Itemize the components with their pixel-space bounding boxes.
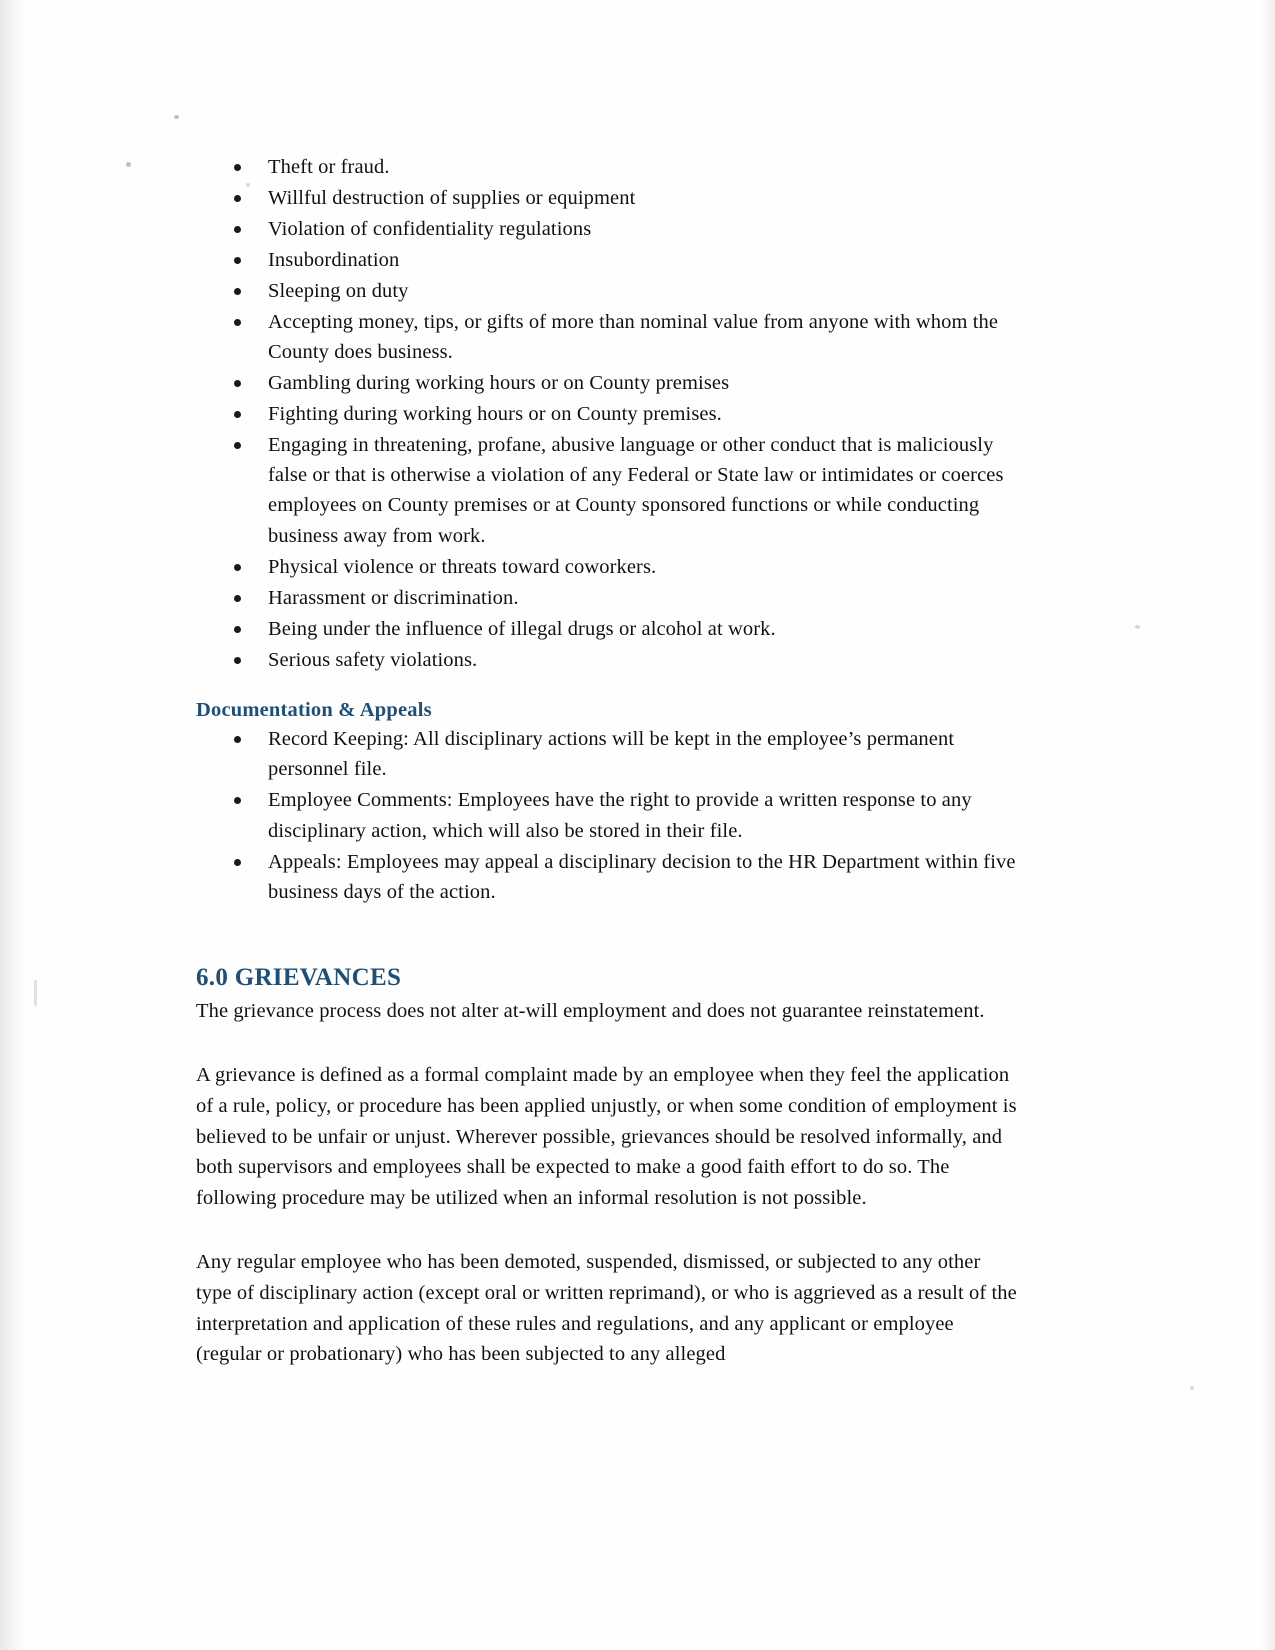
list-item-text: Violation of confidentiality regulations [268, 217, 592, 240]
list-item [196, 645, 1018, 675]
bullet-dot-icon [234, 595, 241, 602]
list-item [196, 430, 1018, 552]
bullet-dot-icon [234, 626, 241, 633]
bullet-dot-icon [234, 288, 241, 295]
list-item [196, 614, 1018, 644]
grievances-paragraph: Any regular employee who has been demoted, suspended, dismissed, or subjected to any other type of disciplinary action (except oral or written reprimand), or who is aggrieved as a result of the interpretation and application of these rules and regulations, and any applicant or employee (regular or probationary) who has been subjected to any alleged [196, 1251, 1017, 1366]
bullet-dot-icon [234, 797, 241, 804]
bullet-dot-icon [234, 380, 241, 387]
list-item [196, 276, 1018, 306]
section-spacer [196, 908, 1018, 964]
list-item [196, 724, 1018, 785]
list-item [196, 307, 1018, 368]
list-item-text: Accepting money, tips, or gifts of more than nominal value from anyone with whom the County does business. [268, 310, 999, 363]
list-item-text: Sleeping on duty [268, 279, 409, 302]
bullet-dot-icon [234, 319, 241, 326]
list-item [196, 399, 1018, 429]
bullet-dot-icon [234, 564, 241, 571]
list-item-text: Insubordination [268, 248, 400, 271]
list-item [196, 583, 1018, 613]
grievances-heading: 6.0 GRIEVANCES [196, 963, 402, 991]
list-item [196, 245, 1018, 275]
paragraph-spacer [196, 1213, 1018, 1247]
list-item [196, 183, 1018, 213]
list-item-text: Physical violence or threats toward coworkers. [268, 555, 657, 578]
list-item [196, 214, 1018, 244]
documentation-appeals-list [196, 724, 1018, 907]
bullet-dot-icon [234, 736, 241, 743]
list-item [196, 785, 1018, 846]
scan-speck [1190, 1386, 1194, 1390]
list-item-text: Harassment or discrimination. [268, 586, 519, 609]
grievances-paragraph: The grievance process does not alter at-will employment and does not guarantee reinstatement. [196, 999, 985, 1022]
list-item-text: Appeals: Employees may appeal a disciplinary decision to the HR Department within five business days of the action. [268, 850, 1016, 903]
list-item-text: Engaging in threatening, profane, abusive language or other conduct that is maliciously false or that is otherwise a violation of any Federal or State law or intimidates or coerces employees on County premises or at County sponsored functions or while conducting business away from work. [268, 433, 1004, 547]
scan-speck [1135, 625, 1140, 629]
scan-speck [174, 115, 179, 119]
bullet-dot-icon [234, 195, 241, 202]
misconduct-list [196, 152, 1018, 675]
list-item-text: Gambling during working hours or on County premises [268, 371, 730, 394]
bullet-dot-icon [234, 411, 241, 418]
bullet-dot-icon [234, 859, 241, 866]
list-item [196, 152, 1018, 182]
grievances-paragraph: A grievance is defined as a formal complaint made by an employee when they feel the application of a rule, policy, or procedure has been applied unjustly, or when some condition of employment is believed to be unfair or unjust. Wherever possible, grievances should be resolved informally, and both supervisors and employees shall be expected to make a good faith effort to do so. The following procedure may be utilized when an informal resolution is not possible. [196, 1064, 1017, 1209]
list-item [196, 552, 1018, 582]
list-item [196, 368, 1018, 398]
bullet-dot-icon [234, 442, 241, 449]
bullet-dot-icon [234, 257, 241, 264]
scan-edge-left [0, 0, 26, 1650]
list-item [196, 847, 1018, 908]
list-item-text: Serious safety violations. [268, 648, 478, 671]
scan-speck [34, 980, 37, 1006]
scan-edge-right [1257, 0, 1275, 1650]
list-item-text: Being under the influence of illegal drugs or alcohol at work. [268, 617, 776, 640]
documentation-appeals-heading: Documentation & Appeals [196, 698, 432, 721]
document-content [196, 152, 1018, 1370]
list-item-text: Theft or fraud. [268, 156, 390, 178]
bullet-dot-icon [234, 657, 241, 664]
scan-speck [126, 162, 131, 167]
bullet-dot-icon [234, 164, 241, 171]
list-item-text: Employee Comments: Employees have the right to provide a written response to any disciplinary action, which will also be stored in their file. [268, 789, 972, 842]
list-item-text: Record Keeping: All disciplinary actions will be kept in the employee’s permanent personnel file. [268, 727, 955, 781]
list-item-text: Fighting during working hours or on County premises. [268, 402, 722, 425]
list-item-text: Willful destruction of supplies or equipment [268, 186, 636, 209]
bullet-dot-icon [234, 226, 241, 233]
paragraph-spacer [196, 1026, 1018, 1060]
grievances-section [196, 964, 1018, 1370]
